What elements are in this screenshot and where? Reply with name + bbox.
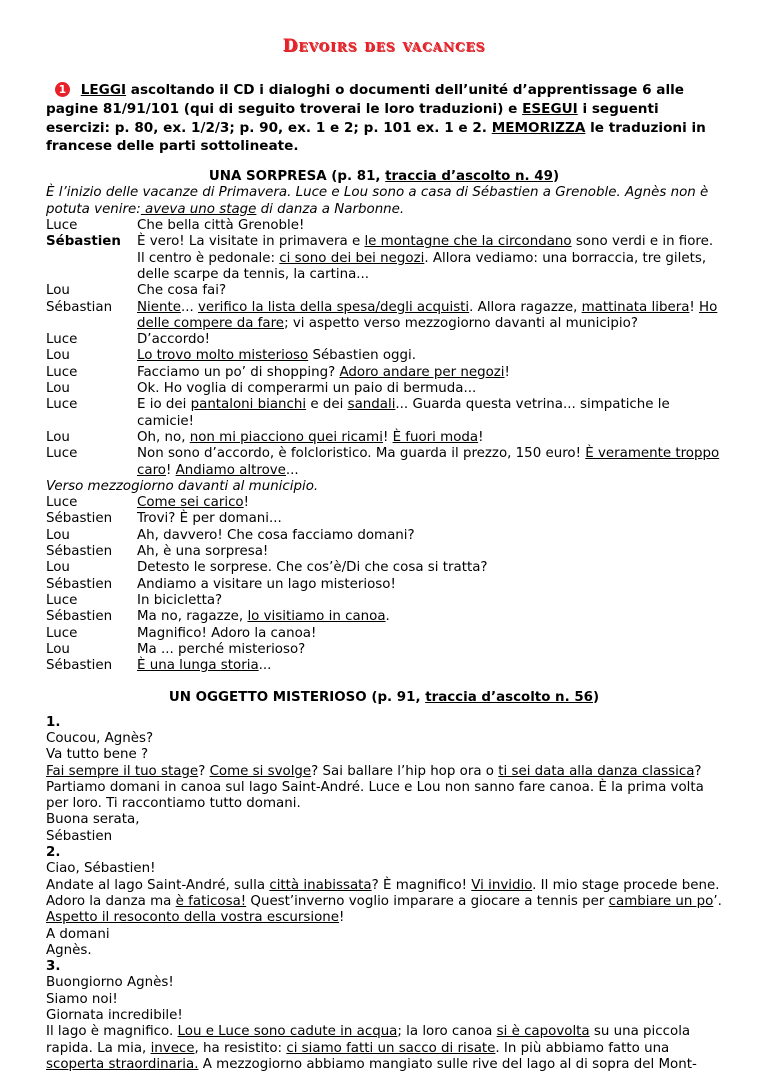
dialogue-line: Sébastien Andiamo a visitare un lago misterioso!: [46, 576, 396, 592]
speaker: Lou: [46, 527, 70, 543]
dialogue-line: Sébastien Trovi? È per domani...: [46, 511, 282, 527]
speaker: Sébastien: [46, 576, 113, 592]
speaker: Lou: [46, 560, 70, 576]
speaker: Luce: [46, 332, 78, 348]
speaker: Lou: [46, 381, 70, 397]
dialogue-line: Sébastian Niente... verifico la lista della spesa/degli acquisti. Allora ragazze, mattinata libera! Ho delle compere da fare; vi aspetto verso mezzogiorno davanti al municipio?: [46, 299, 718, 331]
dialogue-line: Luce Che bella città Grenoble!: [46, 218, 305, 234]
speaker: Sébastien: [46, 658, 113, 674]
message-2: 2. Ciao, Sébastien! Andate al lago Saint-André, sulla città inabissata? È magnifico! Vi invidio. Il mio stage procede bene. Adoro la danza ma è faticosa! Quest’inverno voglio imparare a giocare a tennis per cambiare un po’. Aspetto il resoconto della vostra escursione! A domani Agnès.: [46, 845, 722, 958]
dialogue-line: Lou Ah, davvero! Che cosa facciamo domani?: [46, 527, 415, 543]
instructions: 1 LEGGI ascoltando il CD i dialoghi o documenti dell’unité d’apprentissage 6 alle pagine 81/91/101 (qui di seguito troverai le loro traduzioni) e ESEGUI i seguenti esercizi: p. 80, ex. 1/2/3; p. 90, ex. 1 e 2; p. 101 ex. 1 e 2. MEMORIZZA le traduzioni in francese delle parti sottolineate.: [46, 82, 706, 155]
speaker: Luce: [46, 397, 78, 413]
leggi-keyword: LEGGI: [80, 82, 127, 98]
speaker: Luce: [46, 495, 78, 511]
dialogue-line: Luce E io dei pantaloni bianchi e dei sandali... Guarda questa vetrina... simpatiche le camicie!: [46, 397, 670, 429]
speaker: Luce: [46, 364, 78, 380]
speaker: Lou: [46, 283, 70, 299]
page-title: Devoirs des vacances: [282, 36, 486, 56]
dialogue-line: Lou Lo trovo molto misterioso Sébastien oggi.: [46, 348, 416, 364]
speaker: Sébastien: [46, 544, 113, 560]
message-3: 3. Buongiorno Agnès! Siamo noi! Giornata incredibile! Il lago è magnifico. Lou e Luce sono cadute in acqua; la loro canoa si è capovolta su una piccola rapida. La mia, invece, ha resistito: ci siamo fatti un sacco di risate. In più abbiamo fatto una scoperta straordinaria. A mezzogiorno abbiamo mangiato sulle rive del lago al di sopra del Mont-: [46, 959, 697, 1072]
speaker: Lou: [46, 348, 70, 364]
esegui-keyword: ESEGUI: [522, 100, 578, 117]
scene-context: È l’inizio delle vacanze di Primavera. Luce e Lou sono a casa di Sébastien a Grenoble. Agnès non è potuta venire: aveva uno stage di danza a Narbonne.: [46, 185, 709, 217]
dialogue-line: Luce Come sei carico!: [46, 495, 249, 511]
dialogue-line: Sébastien Ma no, ragazze, lo visitiamo in canoa.: [46, 609, 390, 625]
dialogue-line: Sébastien È vero! La visitate in primavera e le montagne che la circondano sono verdi e in fiore. Il centro è pedonale: ci sono dei bei negozi. Allora vediamo: una borraccia, tre gilets, delle scarpe da tennis, la cartina...: [46, 234, 714, 282]
section-title-oggetto: UN OGGETTO MISTERIOSO (p. 91, traccia d’ascolto n. 56): [168, 690, 600, 706]
dialogue-line: Lou Ma ... perché misterioso?: [46, 641, 306, 657]
memorizza-keyword: MEMORIZZA: [491, 119, 586, 136]
dialogue: [46, 218, 722, 674]
dialogue-line: Lou Oh, no, non mi piacciono quei ricami! È fuori moda!: [46, 429, 484, 445]
dialogue-line: Lou Detesto le sorprese. Che cos’è/Di che cosa si tratta?: [46, 560, 488, 576]
message-1: 1. Coucou, Agnès? Va tutto bene ? Fai sempre il tuo stage? Come si svolge? Sai ballare l’hip hop ora o ti sei data alla danza classica? Partiamo domani in canoa sul lago Saint-André. Luce e Lou non sanno fare canoa. È la prima volta per loro. Ti raccontiamo tutto domani. Buona serata, Sébastien: [46, 714, 704, 844]
speaker: Luce: [46, 625, 78, 641]
dialogue-line: Luce In bicicletta?: [46, 592, 223, 608]
speaker: Lou: [46, 429, 70, 445]
dialogue-line: Luce Facciamo un po’ di shopping? Adoro andare per negozi!: [46, 364, 510, 380]
scene-note: Verso mezzogiorno davanti al municipio.: [46, 478, 319, 494]
speaker: Sébastian: [46, 299, 113, 315]
speaker: Sébastien: [46, 609, 113, 625]
speaker: Luce: [46, 592, 78, 608]
document-page: [0, 38, 768, 1073]
section-title-sorpresa: UNA SORPRESA (p. 81, traccia d’ascolto n. 49): [208, 169, 560, 185]
dialogue-line: Luce Magnifico! Adoro la canoa!: [46, 625, 317, 641]
dialogue-line: Lou Che cosa fai?: [46, 283, 227, 299]
dialogue-line: Lou Ok. Ho voglia di comperarmi un paio di bermuda...: [46, 381, 477, 397]
speaker: Luce: [46, 446, 78, 462]
dialogue-line: Sébastien È una lunga storia...: [46, 658, 272, 674]
speaker: Lou: [46, 641, 70, 657]
dialogue-line: Sébastien Ah, è una sorpresa!: [46, 544, 269, 560]
speaker: Sébastien: [46, 511, 113, 527]
speaker: Sébastien: [46, 234, 121, 250]
dialogue-line: Luce D’accordo!: [46, 332, 211, 348]
dialogue-line: Luce Non sono d’accordo, è folcloristico. Ma guarda il prezzo, 150 euro! È veramente troppo caro! Andiamo altrove...: [46, 446, 720, 478]
speaker: Luce: [46, 218, 78, 234]
number-badge: 1: [55, 82, 70, 97]
